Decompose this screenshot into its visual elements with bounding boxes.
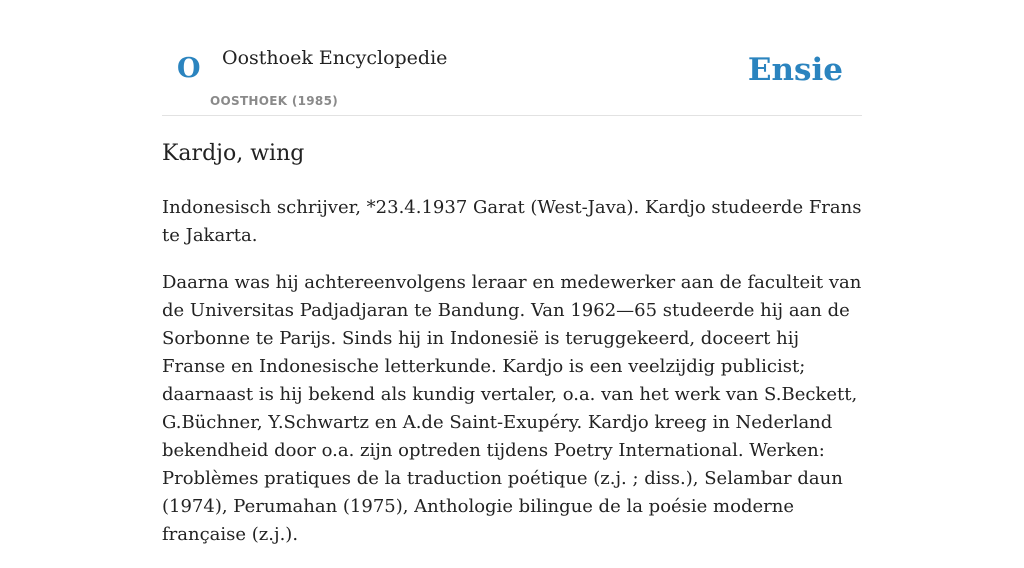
article-paragraph-2: Daarna was hij achtereenvolgens leraar en medewerker aan de faculteit van de Universitas Padjadjaran te Bandung. Van 1962—65 studeerde hij aan de Sorbonne te Parijs. Sinds hij in Indonesië is teruggekeerd, doceert hij Franse en Indonesische letterkunde. Kardjo is een veelzijdig publicist; daarnaast is hij bekend als kundig vertaler, o.a. van het werk van S.Beckett, G.Büchner, Y.Schwartz en A.de Saint-Exupéry. Kardjo kreeg in Nederland bekendheid door o.a. zijn optreden tijdens Poetry International. Werken: Problèmes pratiques de la traduction poétique (z.j. ; diss.), Selambar daun (1974), Perumahan (1975), Anthologie bilingue de la poésie moderne française (z.j.). xyxy=(162,272,862,545)
source-header xyxy=(162,0,862,116)
brand-logo-link[interactable]: Ensie xyxy=(747,52,843,88)
article-title: Kardjo, wing xyxy=(162,141,305,166)
source-logo[interactable]: O xyxy=(177,53,201,84)
source-meta: OOSTHOEK (1985) xyxy=(210,94,339,108)
source-title[interactable]: Oosthoek Encyclopedie xyxy=(222,47,448,69)
article-paragraph-1: Indonesisch schrijver, *23.4.1937 Garat (West-Java). Kardjo studeerde Frans te Jakarta. xyxy=(162,197,862,246)
article xyxy=(162,138,862,568)
